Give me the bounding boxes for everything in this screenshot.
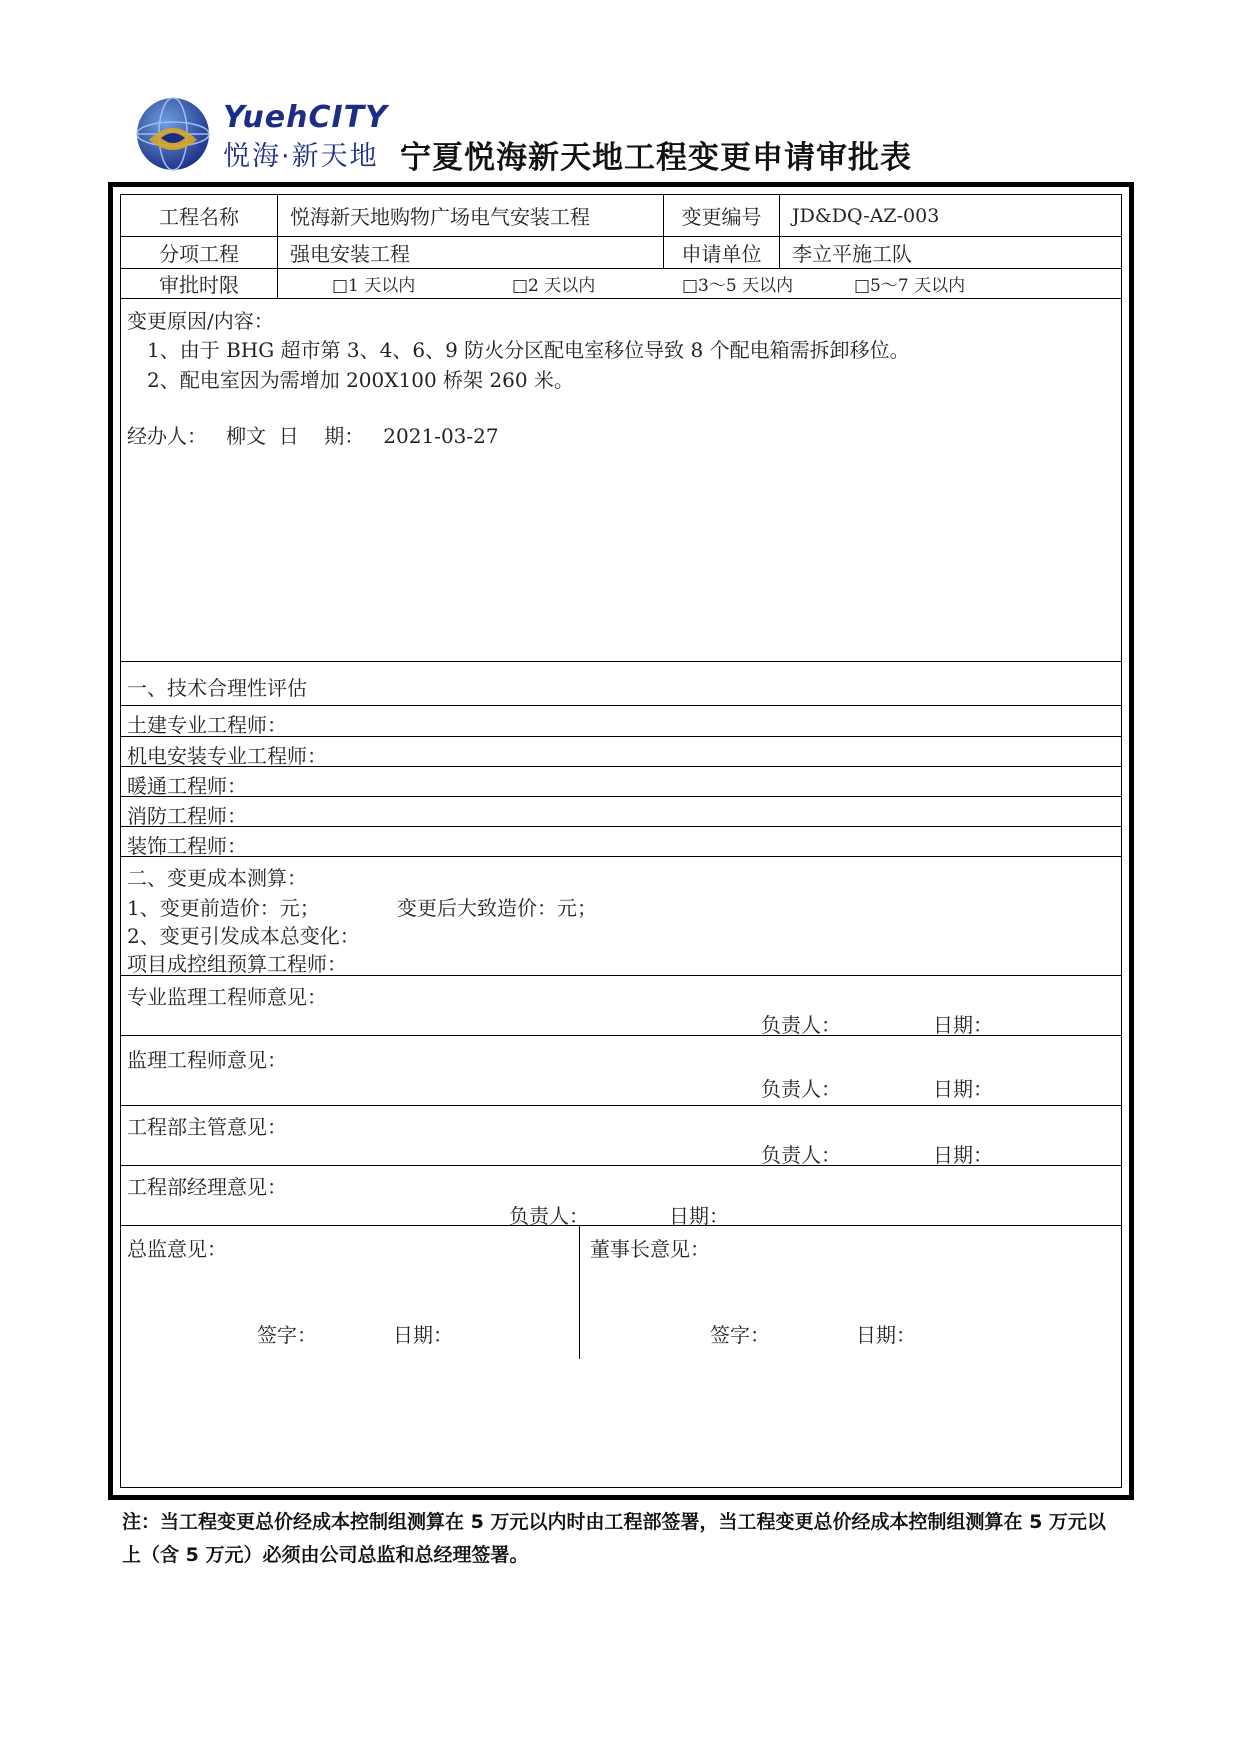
applicant-value: 李立平施工队	[779, 237, 1121, 268]
cost-budget-engineer: 项目成控组预算工程师：	[127, 952, 347, 976]
row-project-name	[121, 195, 1121, 237]
reason-line-2: 2、配电室因为需增加 200X100 桥架 260 米。	[147, 368, 574, 392]
deadline-label: 审批时限	[159, 273, 239, 297]
supervision-section	[121, 1036, 1121, 1106]
reason-heading: 变更原因/内容：	[127, 309, 274, 333]
form-frame	[108, 182, 1134, 1500]
project-name-label: 工程名称	[159, 205, 239, 229]
reason-line-1: 1、由于 BHG 超市第 3、4、6、9 防火分区配电室移位导致 8 个配电箱需拆卸移位。	[147, 338, 910, 362]
deadline-checkbox-2day[interactable]: □2 天以内	[512, 276, 596, 296]
logo-text-cn: 悦海·新天地	[223, 141, 379, 172]
sub-project-label: 分项工程	[159, 242, 239, 266]
deco-engineer-label: 装饰工程师：	[127, 834, 247, 858]
tech-heading: 一、技术合理性评估	[127, 676, 307, 700]
header	[135, 92, 955, 182]
supervision-pro-responsible: 负责人：	[761, 1013, 841, 1037]
eng-manager-responsible: 负责人：	[509, 1204, 589, 1228]
hvac-engineer-label: 暖通工程师：	[127, 774, 247, 798]
final-opinions-section	[121, 1226, 1121, 1347]
eng-supervisor-label: 工程部主管意见：	[127, 1115, 287, 1139]
tech-heading-row	[121, 662, 1121, 706]
form-grid	[120, 194, 1122, 1488]
sub-project-value: 强电安装工程	[277, 237, 663, 268]
row-deadline	[121, 269, 1121, 299]
footer-note: 注：当工程变更总价经成本控制组测算在 5 万元以内时由工程部签署，当工程变更总价经成本控制组测算在 5 万元以上（含 5 万元）必须由公司总监和总经理签署。	[122, 1511, 1106, 1566]
cost-after: 变更后大致造价：元；	[397, 896, 597, 920]
tech-mep-row	[121, 737, 1121, 767]
eng-manager-date: 日期：	[669, 1204, 729, 1228]
deadline-checkbox-5-7day[interactable]: □5～7 天以内	[854, 276, 966, 296]
chairman-cell	[579, 1226, 1121, 1359]
fire-engineer-label: 消防工程师：	[127, 804, 247, 828]
supervision-pro-label: 专业监理工程师意见：	[127, 985, 327, 1009]
eng-supervisor-date: 日期：	[933, 1143, 993, 1167]
project-name-value: 悦海新天地购物广场电气安装工程	[277, 195, 663, 236]
reason-section	[121, 299, 1121, 662]
row-sub-project	[121, 237, 1121, 269]
chief-supervisor-label: 总监意见：	[127, 1237, 227, 1261]
deadline-checkbox-3-5day[interactable]: □3～5 天以内	[682, 276, 794, 296]
eng-manager-section	[121, 1166, 1121, 1226]
cost-section	[121, 857, 1121, 976]
page-title: 宁夏悦海新天地工程变更申请审批表	[400, 140, 912, 176]
tech-civil-row	[121, 706, 1121, 737]
globe-logo-icon	[135, 96, 211, 172]
deadline-options	[277, 269, 1121, 298]
chief-supervisor-date: 日期：	[393, 1323, 453, 1347]
reason-handler: 经办人： 柳文 日 期： 2021-03-27	[127, 424, 499, 448]
change-no-value: JD&DQ-AZ-003	[779, 195, 1121, 236]
tech-deco-row	[121, 827, 1121, 857]
chairman-date: 日期：	[856, 1323, 916, 1347]
eng-manager-label: 工程部经理意见：	[127, 1175, 287, 1199]
chief-supervisor-sign: 签字：	[257, 1323, 317, 1347]
civil-engineer-label: 土建专业工程师：	[127, 713, 287, 737]
change-no-label: 变更编号	[663, 195, 779, 236]
logo-text-en: YuehCITY	[223, 100, 388, 135]
supervision-responsible: 负责人：	[761, 1077, 841, 1101]
applicant-label: 申请单位	[663, 237, 779, 268]
supervision-pro-section	[121, 976, 1121, 1036]
tech-fire-row	[121, 797, 1121, 827]
supervision-label: 监理工程师意见：	[127, 1048, 287, 1072]
supervision-date: 日期：	[933, 1077, 993, 1101]
supervision-pro-date: 日期：	[933, 1013, 993, 1037]
eng-supervisor-responsible: 负责人：	[761, 1143, 841, 1167]
tech-hvac-row	[121, 767, 1121, 797]
cost-heading: 二、变更成本测算：	[127, 866, 307, 890]
cost-total-change: 2、变更引发成本总变化：	[127, 924, 360, 948]
mep-engineer-label: 机电安装专业工程师：	[127, 744, 327, 768]
cost-before: 1、变更前造价：元；	[127, 896, 320, 920]
chairman-label: 董事长意见：	[590, 1237, 710, 1261]
chief-supervisor-cell	[121, 1226, 571, 1347]
chairman-sign: 签字：	[710, 1323, 770, 1347]
deadline-checkbox-1day[interactable]: □1 天以内	[332, 276, 416, 296]
eng-supervisor-section	[121, 1106, 1121, 1166]
